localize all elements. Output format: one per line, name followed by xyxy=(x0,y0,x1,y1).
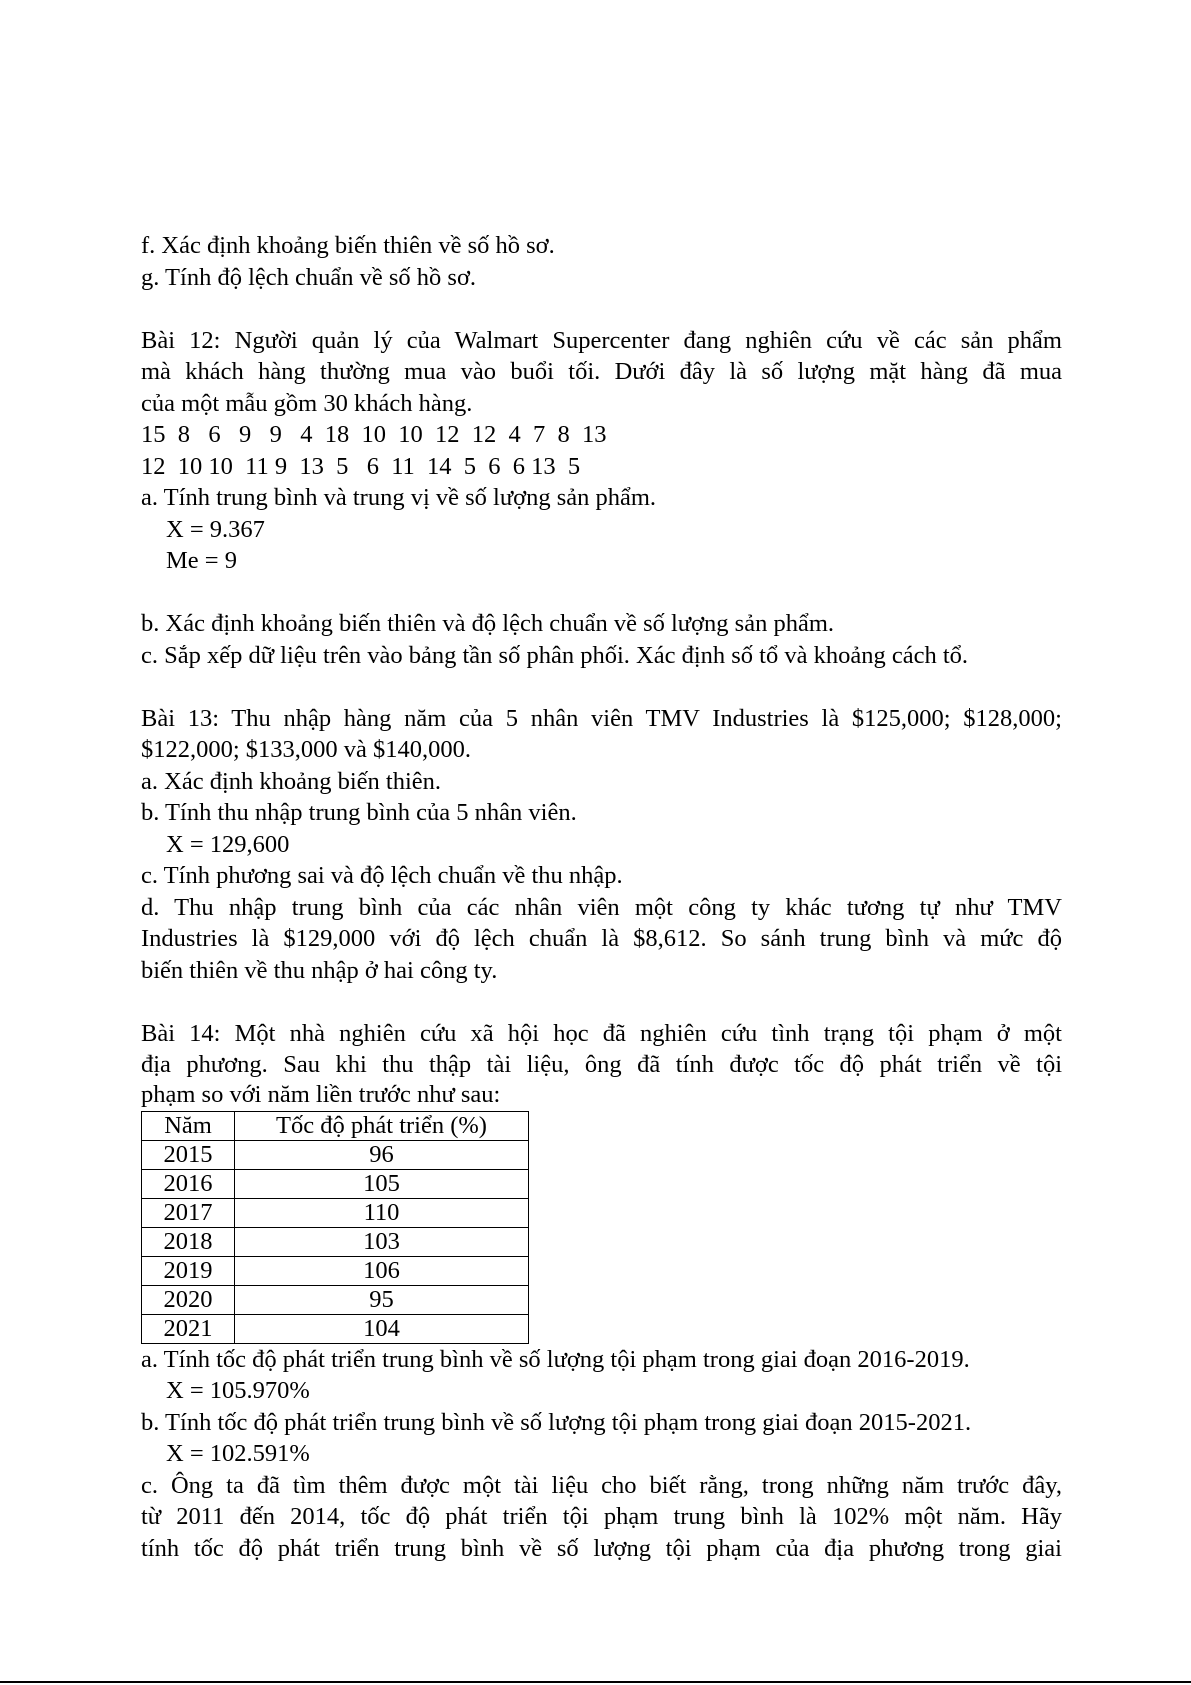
bai12-data-row: 15 8 6 9 9 4 18 10 10 12 12 4 7 8 13 xyxy=(141,421,607,448)
table-cell-year: 2019 xyxy=(142,1256,235,1285)
table-cell-rate: 106 xyxy=(235,1256,529,1285)
bai14-question-a: a. Tính tốc độ phát triển trung bình về số lượng tội phạm trong giai đoạn 2016-2019. xyxy=(141,1345,970,1373)
bai12-question-c: c. Sắp xếp dữ liệu trên vào bảng tần số phân phối. Xác định số tổ và khoảng cách tổ. xyxy=(141,641,969,669)
bai14-answer-b: X = 102.591% xyxy=(166,1440,310,1467)
table-row xyxy=(142,1256,529,1285)
table-cell-rate: 104 xyxy=(235,1314,529,1343)
table-cell-year: 2020 xyxy=(142,1285,235,1314)
bai14-question-c-line: tính tốc độ phát triển trung bình về số lượng tội phạm của địa phương trong giai xyxy=(141,1534,1062,1562)
bai13-question-b: b. Tính thu nhập trung bình của 5 nhân viên. xyxy=(141,799,577,826)
bai12-data-row: 12 10 10 11 9 13 5 6 11 14 5 6 6 13 5 xyxy=(141,452,581,480)
bai13-question-d-line: d. Thu nhập trung bình của các nhân viên một công ty khác tương tự như TMV xyxy=(141,893,1062,921)
table-cell-rate: 110 xyxy=(235,1198,529,1227)
table-cell-year: 2017 xyxy=(142,1198,235,1227)
page-bottom-rule xyxy=(0,1681,1191,1683)
bai12-intro-line: của một mẫu gồm 30 khách hàng. xyxy=(141,389,473,417)
bai12-answer-mean: X = 9.367 xyxy=(166,515,265,543)
bai13-intro-line: $122,000; $133,000 và $140,000. xyxy=(141,736,472,763)
table-row xyxy=(142,1314,529,1343)
table-cell-year: 2016 xyxy=(142,1169,235,1198)
bai13-answer-mean: X = 129,600 xyxy=(166,830,290,858)
table-header-row xyxy=(142,1111,529,1140)
bai14-intro-line: phạm so với năm liền trước như sau: xyxy=(141,1080,501,1108)
question-g: g. Tính độ lệch chuẩn về số hồ sơ. xyxy=(141,263,477,291)
question-f: f. Xác định khoảng biến thiên về số hồ sơ. xyxy=(141,232,555,259)
table-row xyxy=(142,1140,529,1169)
table-row xyxy=(142,1169,529,1198)
table-header-year: Năm xyxy=(142,1111,235,1140)
bai14-question-c-line: từ 2011 đến 2014, tốc độ phát triển tội phạm trung bình là 102% một năm. Hãy xyxy=(141,1503,1062,1530)
table-cell-rate: 96 xyxy=(235,1140,529,1169)
table-cell-rate: 105 xyxy=(235,1169,529,1198)
bai12-intro-line: Bài 12: Người quản lý của Walmart Supercenter đang nghiên cứu về các sản phẩm xyxy=(141,326,1062,354)
bai12-question-a: a. Tính trung bình và trung vị về số lượng sản phẩm. xyxy=(141,484,657,511)
bai14-question-b: b. Tính tốc độ phát triển trung bình về số lượng tội phạm trong giai đoạn 2015-2021. xyxy=(141,1408,972,1436)
bai14-answer-a: X = 105.970% xyxy=(166,1377,310,1404)
bai12-intro-line: mà khách hàng thường mua vào buổi tối. Dưới đây là số lượng mặt hàng đã mua xyxy=(141,358,1062,385)
bai13-intro-line: Bài 13: Thu nhập hàng năm của 5 nhân viên TMV Industries là $125,000; $128,000; xyxy=(141,704,1062,732)
bai12-question-b: b. Xác định khoảng biến thiên và độ lệch chuẩn về số lượng sản phẩm. xyxy=(141,610,835,637)
table-cell-year: 2021 xyxy=(142,1314,235,1343)
table-cell-year: 2015 xyxy=(142,1140,235,1169)
table-header-rate: Tốc độ phát triển (%) xyxy=(235,1111,529,1140)
table-cell-rate: 103 xyxy=(235,1227,529,1256)
bai13-question-d-line: Industries là $129,000 với độ lệch chuẩn là $8,612. So sánh trung bình và mức độ xyxy=(141,925,1062,952)
table-row xyxy=(142,1227,529,1256)
table-cell-rate: 95 xyxy=(235,1285,529,1314)
bai13-question-d-line: biến thiên về thu nhập ở hai công ty. xyxy=(141,956,498,984)
table-cell-year: 2018 xyxy=(142,1227,235,1256)
bai14-question-c-line: c. Ông ta đã tìm thêm được một tài liệu cho biết rằng, trong những năm trước đây, xyxy=(141,1471,1062,1499)
bai13-question-c: c. Tính phương sai và độ lệch chuẩn về thu nhập. xyxy=(141,862,623,889)
document-page xyxy=(141,230,1062,1564)
growth-rate-table xyxy=(141,1111,529,1344)
table-row xyxy=(142,1285,529,1314)
bai14-intro-line: Bài 14: Một nhà nghiên cứu xã hội học đã nghiên cứu tình trạng tội phạm ở một xyxy=(141,1019,1062,1047)
bai13-question-a: a. Xác định khoảng biến thiên. xyxy=(141,767,442,795)
bai14-intro-line: địa phương. Sau khi thu thập tài liệu, ông đã tính được tốc độ phát triển về tội xyxy=(141,1051,1062,1078)
table-row xyxy=(142,1198,529,1227)
bai12-answer-median: Me = 9 xyxy=(166,547,237,574)
